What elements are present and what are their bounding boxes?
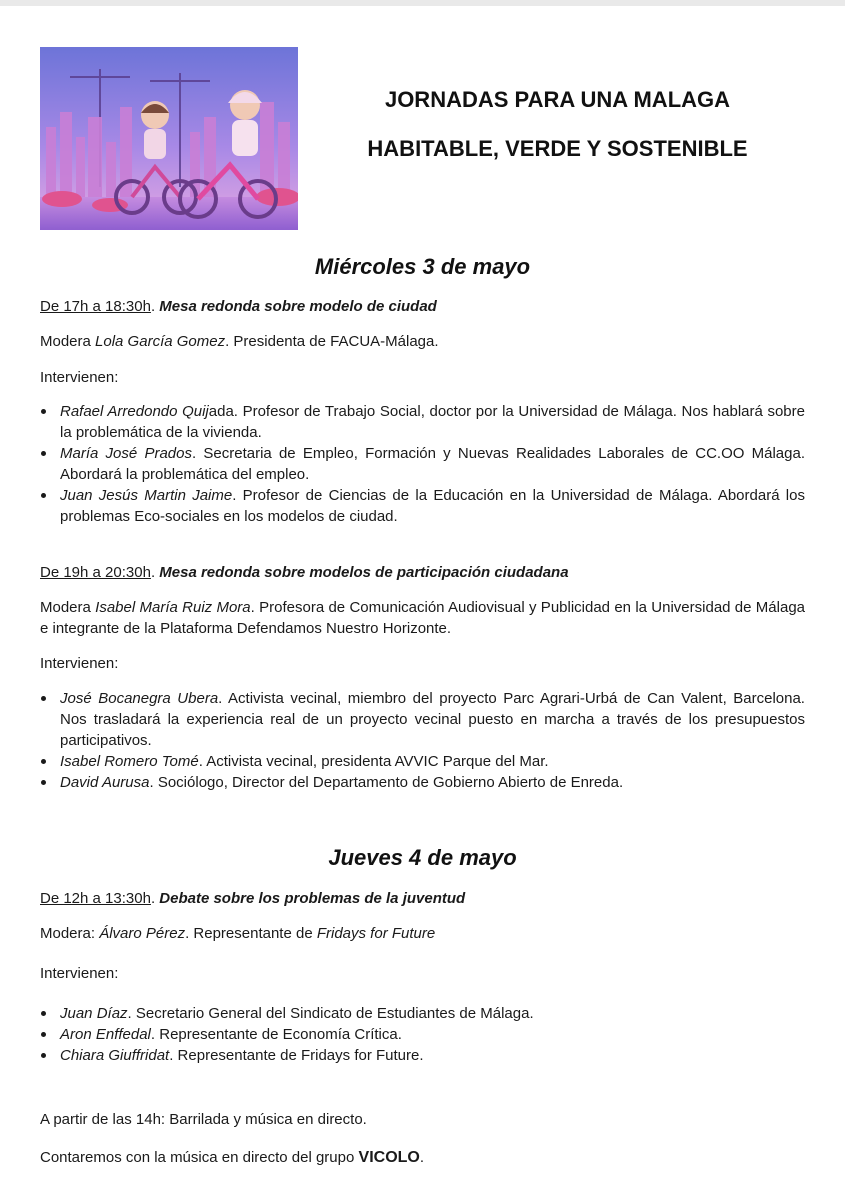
speaker-name: Juan Jesús Martin Jaime <box>60 487 233 504</box>
speaker-list <box>40 688 805 793</box>
session-header <box>40 888 805 909</box>
speaker-desc: . Activista vecinal, presidenta AVVIC Parque del Mar. <box>198 753 549 770</box>
intervienen-label: Intervienen: <box>40 965 119 982</box>
moderator-name: Lola García Gomez <box>95 333 226 350</box>
moderator-role: . Presidenta de FACUA-Málaga. <box>225 333 439 350</box>
children-bicycles-icon <box>40 47 298 230</box>
speaker-name: Juan Díaz <box>60 1005 128 1022</box>
session-title: Debate sobre los problemas de la juventud <box>159 890 466 907</box>
bullet-icon <box>41 409 46 414</box>
bullet-icon <box>41 780 46 785</box>
session-time: De 19h a 20:30h <box>40 564 151 581</box>
list-item <box>40 485 805 527</box>
intervienen-label: Intervienen: <box>40 369 119 386</box>
session-header <box>40 296 805 317</box>
speaker-list <box>40 401 805 527</box>
closing-music <box>40 1147 805 1168</box>
speaker-name: David Aurusa <box>60 774 150 791</box>
bullet-icon <box>41 1053 46 1058</box>
separator: . <box>150 890 160 907</box>
moderator-role: . Representante de <box>185 925 317 942</box>
list-item <box>40 401 805 443</box>
closing-music-prefix: Contaremos con la música en directo del grupo <box>40 1149 359 1166</box>
moderator-prefix: Modera: <box>40 925 100 942</box>
header-illustration <box>40 47 298 230</box>
closing-music-suffix: . <box>419 1149 425 1166</box>
list-item <box>40 688 805 751</box>
speaker-name: José Bocanegra Ubera <box>60 690 219 707</box>
speaker-desc: . Secretaria de Empleo, Formación y Nuevas Realidades Laborales de CC.OO Málaga. Abordará la problemática del empleo. <box>60 445 806 483</box>
moderator-line <box>40 331 805 352</box>
bullet-icon <box>41 1032 46 1037</box>
intervienen-label: Intervienen: <box>40 655 119 672</box>
bullet-icon <box>41 451 46 456</box>
bullet-icon <box>41 759 46 764</box>
moderator-org: Fridays for Future <box>316 925 436 942</box>
speaker-list <box>40 1003 805 1066</box>
speaker-name-tail: ada <box>208 403 234 420</box>
moderator-prefix: Modera <box>40 599 96 616</box>
event-title-line2: HABITABLE, VERDE Y SOSTENIBLE <box>367 136 748 161</box>
moderator-prefix: Modera <box>40 333 96 350</box>
speaker-name: Rafael Arredondo Quij <box>60 403 209 420</box>
speaker-name: Chiara Giuffridat <box>60 1047 170 1064</box>
separator: . <box>150 564 160 581</box>
moderator-line <box>40 923 805 944</box>
speaker-desc: . Sociólogo, Director del Departamento de Gobierno Abierto de Enreda. <box>149 774 624 791</box>
list-item <box>40 443 805 485</box>
speaker-desc: . Activista vecinal, miembro del proyecto Parc Agrari-Urbá de Can Valent, Barcelona. Nos trasladará la experiencia real de un proyecto vecinal puesto en marcha a través de los presupuestos participativos. <box>60 690 805 749</box>
list-item <box>40 1003 805 1024</box>
day-heading-wednesday: Miércoles 3 de mayo <box>314 254 531 279</box>
speaker-desc: . Secretario General del Sindicato de Estudiantes de Málaga. <box>127 1005 534 1022</box>
speaker-name: Isabel Romero Tomé <box>60 753 199 770</box>
bullet-icon <box>41 1011 46 1016</box>
speaker-desc: . Profesor de Ciencias de la Educación en la Universidad de Málaga. Abordará los problemas Eco-sociales en los modelos de ciudad. <box>60 487 805 525</box>
moderator-line <box>40 597 805 639</box>
session-header <box>40 562 805 583</box>
separator: . <box>150 298 160 315</box>
top-border <box>0 0 845 6</box>
closing-barrilada: A partir de las 14h: Barrilada y música en directo. <box>40 1111 367 1128</box>
session-title: Mesa redonda sobre modelo de ciudad <box>159 298 437 315</box>
moderator-name: Álvaro Pérez <box>99 925 186 942</box>
event-title-line1: JORNADAS PARA UNA MALAGA <box>384 87 731 112</box>
list-item <box>40 751 805 772</box>
session-time: De 12h a 13:30h <box>40 890 151 907</box>
speaker-name: Aron Enffedal <box>60 1026 151 1043</box>
session-title: Mesa redonda sobre modelos de participación ciudadana <box>159 564 569 581</box>
bullet-icon <box>41 696 46 701</box>
bullet-icon <box>41 493 46 498</box>
day-heading-thursday: Jueves 4 de mayo <box>328 845 517 870</box>
band-name: VICOLO <box>358 1149 420 1166</box>
list-item <box>40 1024 805 1045</box>
speaker-desc: . Representante de Fridays for Future. <box>169 1047 424 1064</box>
list-item <box>40 772 805 793</box>
session-time: De 17h a 18:30h <box>40 298 151 315</box>
speaker-desc: . Profesor de Trabajo Social, doctor por la Universidad de Málaga. Nos hablará sobre la problemática de la vivienda. <box>60 403 805 441</box>
moderator-name: Isabel María Ruiz Mora <box>95 599 251 616</box>
moderator-role: . Profesora de Comunicación Audiovisual y Publicidad en la Universidad de Málaga e integrante de la Plataforma Defendamos Nuestro Horizonte. <box>40 599 805 637</box>
list-item <box>40 1045 805 1066</box>
speaker-name: María José Prados <box>60 445 192 462</box>
speaker-desc: . Representante de Economía Crítica. <box>150 1026 402 1043</box>
